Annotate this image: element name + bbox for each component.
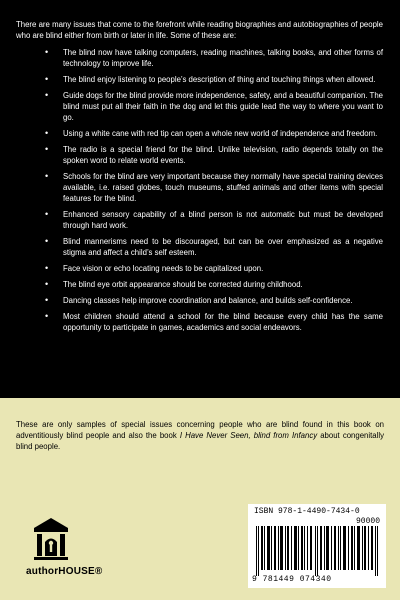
back-cover-footer bbox=[0, 398, 400, 600]
list-item: • The blind enjoy listening to people’s description of thing and touching things when allowed. bbox=[16, 74, 383, 85]
list-item: • Using a white cane with red tip can open a whole new world of independence and freedom. bbox=[16, 128, 383, 139]
issues-list bbox=[16, 47, 383, 333]
list-item: • Dancing classes help improve coordination and balance, and builds self-confidence. bbox=[16, 295, 383, 306]
list-item: • Guide dogs for the blind provide more independence, safety, and a beautiful companion. The blind must put all their faith in the dog and let this guide lead the way to where you want to go. bbox=[16, 90, 383, 123]
barcode-digits: 9 781449 074340 bbox=[252, 575, 332, 584]
isbn-barcode bbox=[248, 504, 386, 588]
list-item: • The blind eye orbit appearance should be corrected during childhood. bbox=[16, 279, 383, 290]
list-item: • Blind mannerisms need to be discouraged, but can be over emphasized as a negative stigma and affect a child’s self esteem. bbox=[16, 236, 383, 258]
list-item: • Schools for the blind are very important because they normally have special training devices available, i.e. raised globes, touch museums, stuffed animals and other items with special features for the blind. bbox=[16, 171, 383, 204]
house-icon bbox=[31, 516, 71, 562]
price-code: 90000 bbox=[355, 517, 380, 526]
list-item: • Most children should attend a school for the blind because every child has the same opportunity to participate in games, academics and social endeavors. bbox=[16, 311, 383, 333]
closing-paragraph bbox=[16, 419, 384, 452]
closing-text-before: These are only samples of special issues concerning people who are blind found in this book on adventitiously blind people and also the book bbox=[16, 419, 384, 440]
list-item: • Enhanced sensory capability of a blind person is not automatic but must be developed through hard work. bbox=[16, 209, 383, 231]
list-item: • Face vision or echo locating needs to be capitalized upon. bbox=[16, 263, 383, 274]
closing-text-after: about congenitally blind people. bbox=[16, 430, 384, 451]
isbn-label: ISBN 978-1-4490-7434-0 bbox=[254, 507, 360, 516]
list-item: • The blind now have talking computers, reading machines, talking books, and other forms of technology to improve life. bbox=[16, 47, 383, 69]
publisher-name: authorHOUSE® bbox=[26, 566, 103, 577]
publisher-logo bbox=[26, 516, 116, 596]
intro-paragraph: There are many issues that come to the forefront while reading biographies and autobiographies of people who are blind either from birth or later in life. Some of these are: bbox=[16, 20, 383, 40]
barcode-bars bbox=[254, 526, 380, 576]
list-item: • The radio is a special friend for the blind. Unlike television, radio depends totally on the spoken word to relate world events. bbox=[16, 144, 383, 166]
closing-book-title: I Have Never Seen, blind from Infancy bbox=[179, 430, 318, 440]
